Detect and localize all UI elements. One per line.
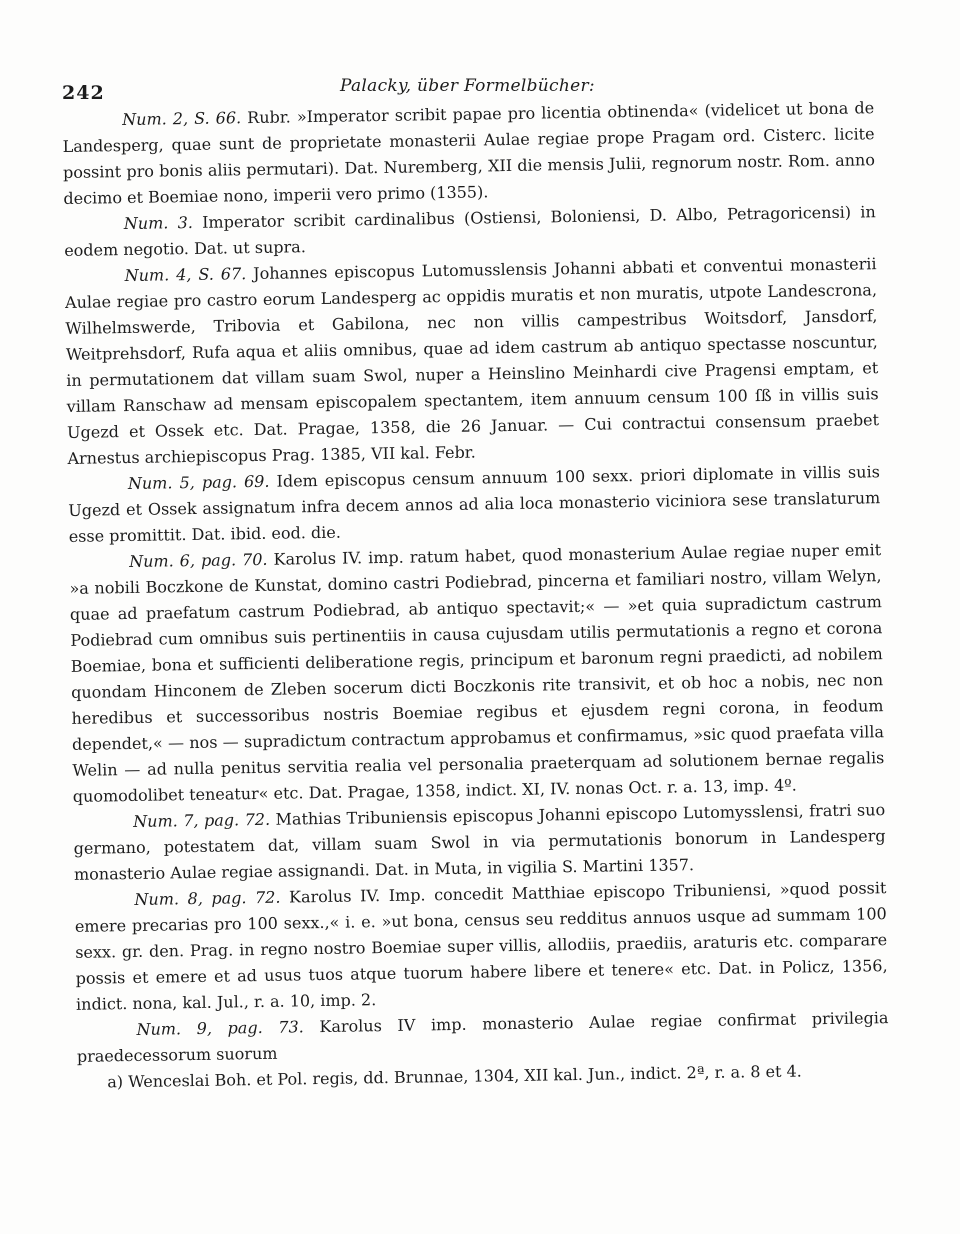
entry-text: Johannes episcopus Lutomusslensis Johanni abbati et conventui monasterii Aulae regiae pro castro eorum Landesperg ac oppidis muratis et non muratis, utpote Landescrona, Wilhelmswerde, Tribovia et Gabilona, nec non villis campestribus Woitsdorf, Jansdorf, Weitprehsdorf, Rufa aqua et aliis omnibus, quae ad idem castrum ab antiquo spectasse noscuntur, in permutationem dat villam suam Swol, nuper a Heinslino Meinhardi cive Pragensi emptam, et villam Ranschaw ad mensam episcopalem spectantem, item annuum censum 100 ſß in villis suis Ugezd et Ossek etc. Dat. Pragae, 1358, die 26 Januar. — Cui contractui consensum praebet Arnestus archiepiscopus Prag. 1385, VII kal. Febr. <box>64 254 880 468</box>
entry-num-5 <box>68 459 881 550</box>
entry-number: Num. 9, pag. 73. <box>136 1017 304 1039</box>
entry-number: Num. 5, pag. 69. <box>127 471 270 494</box>
entry-text: Idem episcopus censum annuum 100 sexx. priori diplomate in villis suis Ugezd et Ossek assignatum infra decem annos ad alia loca monasterio viciniora sese translaturum esse promittit. Dat. ibid. eod. die. <box>68 462 881 546</box>
entry-num-7 <box>73 797 886 888</box>
page-number: 242 <box>62 82 105 104</box>
entry-text: Karolus IV. Imp. concedit Matthiae episcopo Tribuniensi, »quod possit emere precarias pro 100 sexx.,« i. e. »ut bona, census seu redditus annuos usque ad summam 100 sexx. gr. den. Prag. in regno nostro Boemiae super villis, allodiis, praediis, araturis etc. comparare possis et emere et ad usus tuos atque tuorum habere libere et tenere« etc. Dat. in Policz, 1356, indict. nona, kal. Jul., r. a. 10, imp. 2. <box>74 878 888 1014</box>
entry-number: Num. 7, pag. 72. <box>133 809 271 831</box>
sub-item-a: a) Wenceslai Boh. et Pol. regis, dd. Brunnae, 1304, XII kal. Jun., indict. 2ª, r. a. 8 et 4. <box>107 1061 802 1092</box>
entry-text: Karolus IV. imp. ratum habet, quod monasterium Aulae regiae nuper emit »a nobili Boczkone de Kunstat, domino castri Podiebrad, pincerna et familiari nostro, villam Welyn, quae ad praefatum castrum Podiebrad, ab antiquo spectavit;« — »et quia supradictum castrum Podiebrad cum omnibus suis pertinentiis in causa cujusdam utilis permutationis a regno et corona Boemiae, bona et sufficienti deliberatione regis, principum et baronum regni praedicti, ad nobilem quondam Hinconem de Zleben socerum dicti Boczkonis rite transivit, et ob hoc a nobis, nec non heredibus et successoribus nostris Boemiae regibus et ejusdem regni corona, in feodum dependet,« — nos — supradictum contractum approbamus et confirmamus, »sic quod praefata villa Welin — ad nulla penitus servitia realia vel personalia praeterquam ad solutionem bernae regalis quomodolibet teneatur« etc. Dat. Pragae, 1358, indict. XI, IV. nonas Oct. r. a. 13, imp. 4º. <box>69 540 885 806</box>
entry-number: Num. 8, pag. 72. <box>134 887 281 909</box>
body-text <box>62 95 889 1096</box>
entry-number: Num. 6, pag. 70. <box>128 549 268 572</box>
entry-num-6 <box>69 537 885 810</box>
entry-text: Mathias Tribuniensis episcopus Johanni episcopo Lutomysslensi, fratri suo germano, potestatem dat, villam suam Swol in via permutationis bonorum in Landesperg monasterio Aulae regiae assignandi. Dat. in Muta, in vigilia S. Martini 1357. <box>73 800 886 884</box>
entry-number: Num. 3. <box>123 212 194 234</box>
entry-text: Imperator scribit cardinalibus (Ostiensi, Boloniensi, D. Albo, Petragoricensi) in eodem negotio. Dat. ut supra. <box>64 202 876 260</box>
entry-text: Rubr. »Imperator scribit papae pro licentia obtinenda« (videlicet ut bona de Landesperg, quae sunt de proprietate monasterii Aulae regiae prope Pragam ord. Cisterc. licite possint pro bonis aliis permutari). Dat. Nuremberg, XII die mensis Julii, regnorum nostr. Rom. anno decimo et Boemiae nono, imperii vero primo (1355). <box>62 98 876 208</box>
running-title: Palacky, über Formelbücher: <box>340 76 595 96</box>
entry-number: Num. 2, S. 66. <box>122 108 242 130</box>
entry-number: Num. 4, S. 67. <box>124 264 247 286</box>
entry-num-2 <box>62 95 876 212</box>
entry-num-4 <box>64 251 879 472</box>
entry-text: Karolus IV imp. monasterio Aulae regiae confirmat privilegia praedecessorum suorum <box>76 1008 889 1066</box>
entry-num-8 <box>74 875 888 1018</box>
